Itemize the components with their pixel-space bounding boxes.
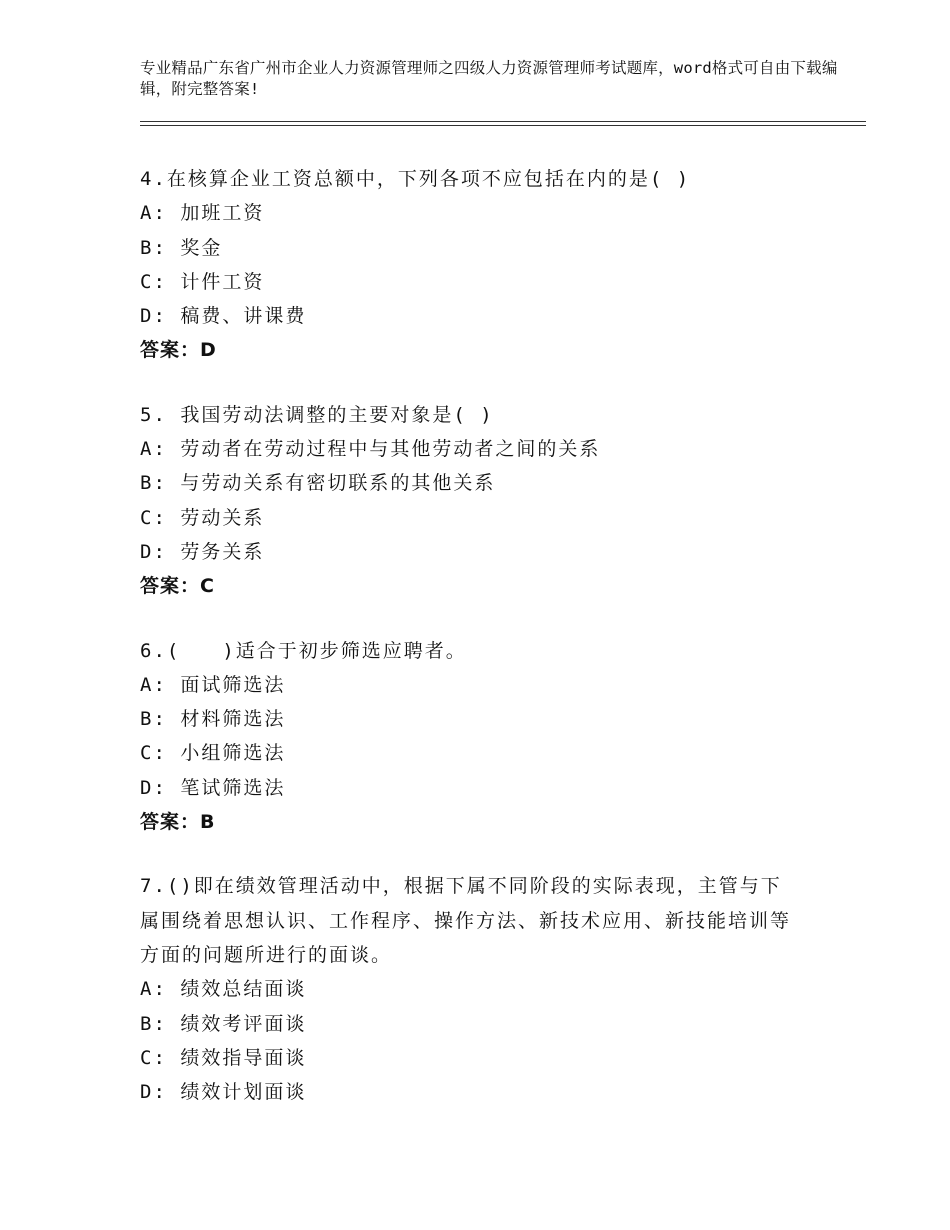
question-stem: 6.( )适合于初步筛选应聘者。 [140, 639, 467, 662]
answer-label: 答案：D [140, 339, 217, 362]
option-c: C: 绩效指导面谈 [140, 1046, 307, 1069]
option-b: B: 奖金 [140, 236, 223, 259]
question-stem: 5. 我国劳动法调整的主要对象是( ) [140, 403, 494, 426]
question-stem: 7.()即在绩效管理活动中，根据下属不同阶段的实际表现，主管与下属围绕着思想认识、工作程序、操作方法、新技术应用、新技能培训等方面的问题所进行的面谈。 [140, 875, 792, 966]
option-d: D: 笔试筛选法 [140, 776, 286, 799]
option-b: B: 绩效考评面谈 [140, 1012, 307, 1035]
option-d: D: 绩效计划面谈 [140, 1081, 307, 1104]
option-a: A: 面试筛选法 [140, 673, 286, 696]
option-a: A: 劳动者在劳动过程中与其他劳动者之间的关系 [140, 438, 601, 461]
option-b: B: 与劳动关系有密切联系的其他关系 [140, 472, 496, 495]
header-double-rule [140, 121, 866, 126]
question-5 [140, 398, 820, 604]
page-header [140, 58, 840, 100]
document-title: 专业精品广东省广州市企业人力资源管理师之四级人力资源管理师考试题库，word格式可自由下载编辑，附完整答案! [140, 59, 838, 98]
option-c: C: 计件工资 [140, 270, 265, 293]
question-4 [140, 162, 820, 368]
answer-label: 答案：B [140, 811, 216, 834]
option-a: A: 加班工资 [140, 202, 265, 225]
question-stem: 4.在核算企业工资总额中，下列各项不应包括在内的是( ) [140, 168, 691, 190]
question-list [140, 162, 820, 1139]
option-b: B: 材料筛选法 [140, 708, 286, 731]
question-7 [140, 869, 820, 1109]
option-a: A: 绩效总结面谈 [140, 978, 307, 1001]
answer-label: 答案：C [140, 575, 215, 598]
option-c: C: 小组筛选法 [140, 742, 286, 765]
option-d: D: 劳务关系 [140, 540, 265, 563]
question-6 [140, 634, 820, 840]
option-c: C: 劳动关系 [140, 506, 265, 529]
option-d: D: 稿费、讲课费 [140, 305, 307, 328]
